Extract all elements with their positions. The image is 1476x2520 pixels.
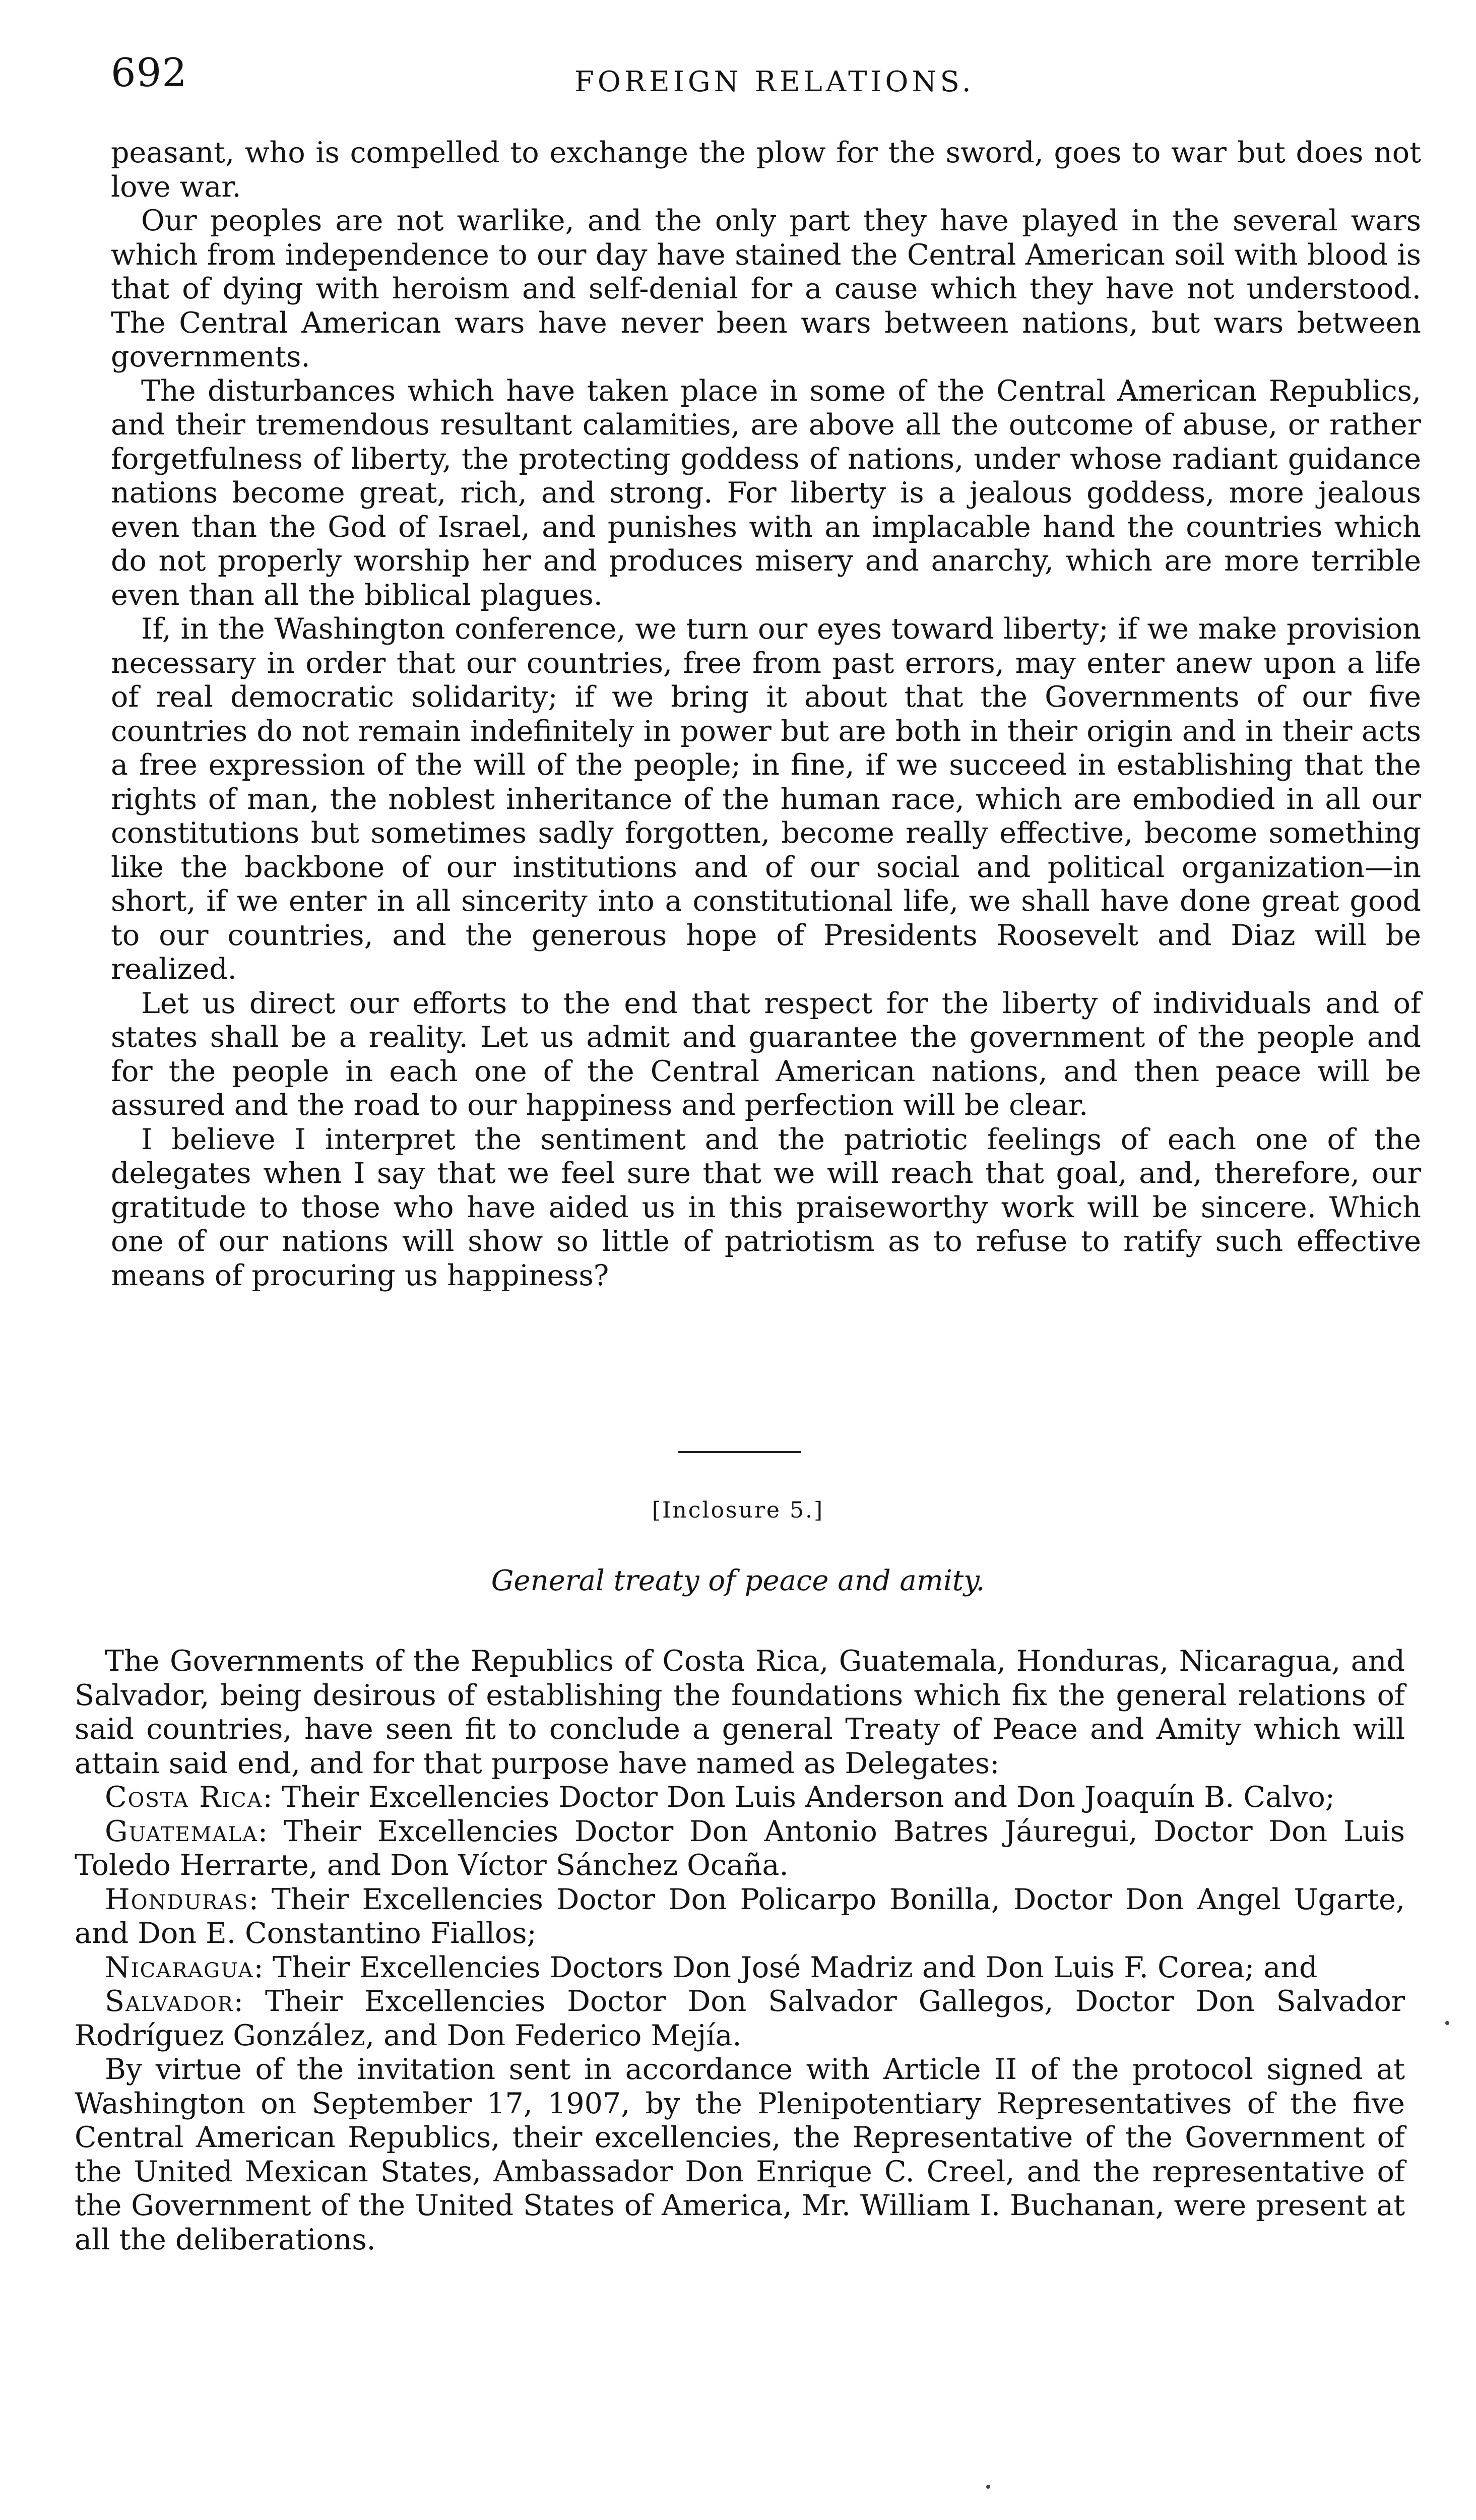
delegate-entry — [75, 1951, 1405, 1985]
delegate-names: Their Excellencies Doctor Don Luis Anderson and Don Joaquín B. Calvo; — [281, 1781, 1335, 1814]
delegate-country: Nicaragua — [105, 1950, 254, 1984]
delegate-colon: : — [258, 1814, 284, 1848]
treaty-preamble: The Governments of the Republics of Costa Rica, Guatemala, Honduras, Nicaragua, and Salvador, being desirous of establishing the foundations which fix the general relations of said countries, have seen fit to conclude a general Treaty of Peace and Amity which will attain said end, and for that purpose have named as Delegates: — [75, 1645, 1405, 1780]
delegate-country: Salvador — [105, 1985, 234, 2018]
page-header — [111, 45, 1421, 101]
delegate-names: Their Excellencies Doctor Don Salvador Gallegos, Doctor Don Salvador Rodríguez González, and Don Federico Mejía. — [75, 1985, 1405, 2052]
delegate-country: Honduras — [105, 1882, 249, 1916]
paragraph: If, in the Washington conference, we turn our eyes toward liberty; if we make provision necessary in order that our countries, free from past errors, may enter anew upon a life of real democratic solidarity; if we bring it about that the Governments of our five countries do not remain indefinitely in power but are both in their origin and in their acts a free expression of the will of the people; in fine, if we succeed in establishing that the rights of man, the noblest inheritance of the human race, which are embodied in all our constitutions but sometimes sadly forgotten, become really effective, become something like the backbone of our institutions and of our social and political organization—in short, if we enter in all sincerity into a constitutional life, we shall have done great good to our countries, and the generous hope of Presidents Roosevelt and Diaz will be realized. — [111, 612, 1421, 986]
treaty-text — [75, 1645, 1405, 2257]
delegate-names: Their Excellencies Doctors Don José Madriz and Don Luis F. Corea; and — [272, 1950, 1318, 1984]
running-head: FOREIGN RELATIONS. — [574, 66, 975, 98]
delegate-colon: : — [233, 1985, 265, 2018]
paragraph: The disturbances which have taken place in some of the Central American Republics, and their tremendous resultant calamities, are above all the outcome of abuse, or rather forgetfulness of liberty, the protecting goddess of nations, under whose radiant guidance nations become great, rich, and strong. For liberty is a jealous goddess, more jealous even than the God of Israel, and punishes with an implacable hand the countries which do not properly worship her and produces misery and anarchy, which are more terrible even than all the biblical plagues. — [111, 374, 1421, 612]
letter-continuation — [111, 136, 1421, 1293]
delegate-colon: : — [253, 1950, 273, 1984]
section-heading: General treaty of peace and amity. — [491, 1564, 985, 1597]
delegate-country: Costa Rica — [105, 1781, 263, 1814]
section-divider — [678, 1451, 801, 1453]
print-speck — [986, 2485, 990, 2489]
delegate-entry — [75, 1883, 1405, 1951]
paragraph: peasant, who is compelled to exchange the plow for the sword, goes to war but does not love war. — [111, 136, 1421, 204]
paragraph: Let us direct our efforts to the end that respect for the liberty of individuals and of states shall be a reality. Let us admit and guarantee the government of the people and for the people in each one of the Central American nations, and then peace will be assured and the road to our happiness and perfection will be clear. — [111, 986, 1421, 1122]
delegate-country: Guatemala — [105, 1814, 258, 1848]
inclosure-label: [Inclosure 5.] — [652, 1497, 824, 1523]
page-number: 692 — [111, 50, 187, 96]
paragraph: Our peoples are not warlike, and the only part they have played in the several wars which from independence to our day have stained the Central American soil with blood is that of dying with heroism and self-denial for a cause which they have not understood. The Central American wars have never been wars between nations, but wars between governments. — [111, 204, 1421, 373]
delegate-colon: : — [263, 1781, 282, 1814]
delegate-names: Their Excellencies Doctor Don Policarpo Bonilla, Doctor Don Angel Ugarte, and Don E. Constantino Fiallos; — [75, 1882, 1405, 1950]
delegate-colon: : — [248, 1882, 272, 1916]
delegate-entry — [75, 1815, 1405, 1883]
print-speck — [1445, 2021, 1449, 2025]
delegate-entry — [75, 1781, 1405, 1815]
treaty-closing: By virtue of the invitation sent in accordance with Article II of the protocol signed at Washington on September 17, 1907, by the Plenipotentiary Representatives of the five Central American Republics, their excellencies, the Representative of the Government of the United Mexican States, Ambassador Don Enrique C. Creel, and the representative of the Government of the United States of America, Mr. William I. Buchanan, were present at all the deliberations. — [75, 2053, 1405, 2256]
delegate-names: Their Excellencies Doctor Don Antonio Batres Jáuregui, Doctor Don Luis Toledo Herrarte, and Don Víctor Sánchez Ocaña. — [75, 1814, 1405, 1882]
delegate-entry — [75, 1985, 1405, 2053]
paragraph: I believe I interpret the sentiment and the patriotic feelings of each one of the delegates when I say that we feel sure that we will reach that goal, and, therefore, our gratitude to those who have aided us in this praiseworthy work will be sincere. Which one of our nations will show so little of patriotism as to refuse to ratify such effective means of procuring us happiness? — [111, 1122, 1421, 1292]
